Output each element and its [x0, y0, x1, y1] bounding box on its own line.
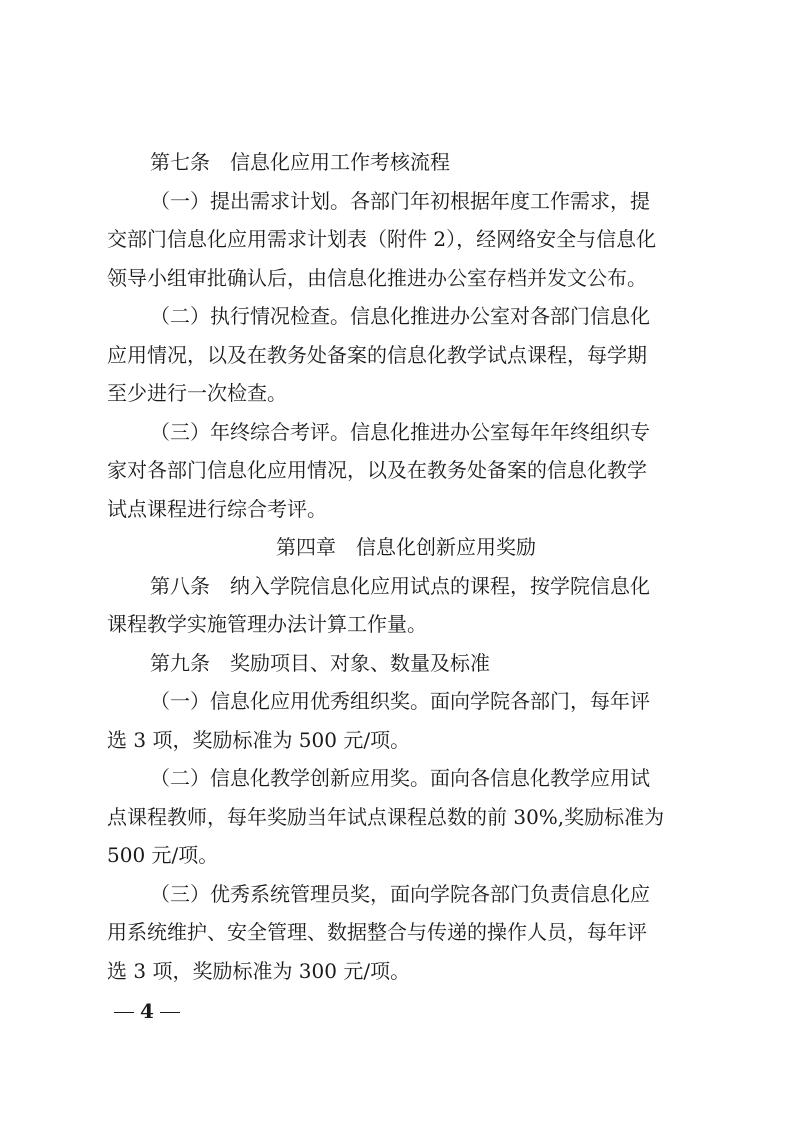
article-9-heading: 第九条 奖励项目、对象、数量及标准	[150, 650, 490, 675]
article-7-item-2-line-1: （二）执行情况检查。信息化推进办公室对各部门信息化	[150, 304, 650, 328]
page-footer	[108, 996, 186, 1026]
footer-left-dash	[114, 1012, 134, 1013]
article-9-item-2-line-2: 点课程教师，每年奖励当年试点课程总数的前 30%,奖励标准为	[107, 804, 665, 829]
article-9-item-3-line-3: 选 3 项，奖励标准为 300 元/项。	[107, 958, 411, 983]
article-9-item-1-line-2: 选 3 项，奖励标准为 500 元/项。	[107, 727, 411, 752]
article-7-item-1-line-2: 交部门信息化应用需求计划表（附件 2），经网络安全与信息化	[107, 227, 657, 251]
article-7-item-1-line-3: 领导小组审批确认后，由信息化推进办公室存档并发文公布。	[107, 265, 647, 290]
article-7-item-2-line-3: 至少进行一次检查。	[107, 381, 287, 405]
article-9-item-2-line-1: （二）信息化教学创新应用奖。面向各信息化教学应用试	[150, 766, 650, 790]
article-7-heading: 第七条 信息化应用工作考核流程	[150, 150, 450, 174]
article-8-line-2: 课程教学实施管理办法计算工作量。	[107, 612, 427, 636]
article-7-item-3-line-1: （三）年终综合考评。信息化推进办公室每年年终组织专	[150, 419, 650, 444]
document-body	[107, 145, 689, 988]
article-9-item-2-line-3: 500 元/项。	[107, 843, 219, 867]
article-9-item-3-line-1: （三）优秀系统管理员奖，面向学院各部门负责信息化应	[150, 881, 650, 906]
article-9-item-1-line-1: （一）信息化应用优秀组织奖。面向学院各部门，每年评	[150, 689, 650, 713]
article-8-line-1: 第八条 纳入学院信息化应用试点的课程，按学院信息化	[150, 573, 650, 598]
article-7-item-3-line-3: 试点课程进行综合考评。	[107, 496, 327, 521]
page-number: 4	[140, 999, 154, 1023]
chapter-4-title: 第四章 信息化创新应用奖励	[276, 535, 536, 559]
article-7-item-1-line-1: （一）提出需求计划。各部门年初根据年度工作需求，提	[150, 188, 650, 213]
article-7-item-3-line-2: 家对各部门信息化应用情况，以及在教务处备案的信息化教学	[107, 458, 647, 482]
article-7-item-2-line-2: 应用情况，以及在教务处备案的信息化教学试点课程，每学期	[107, 342, 647, 367]
article-9-item-3-line-2: 用系统维护、安全管理、数据整合与传递的操作人员，每年评	[107, 920, 647, 944]
footer-right-dash	[160, 1012, 180, 1013]
